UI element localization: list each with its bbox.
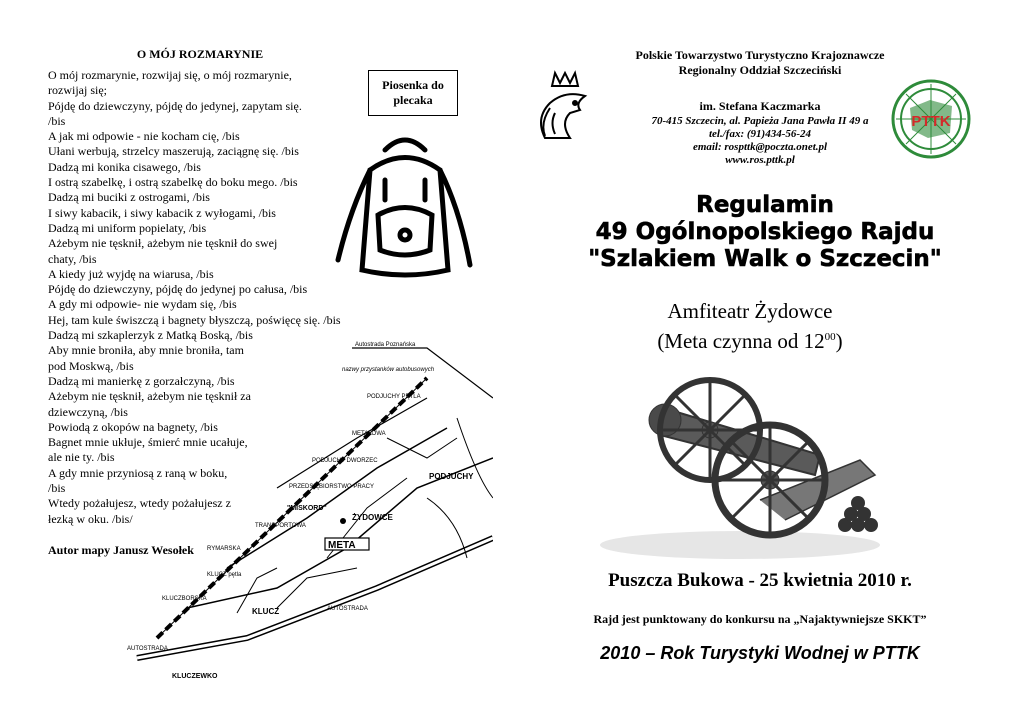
venue-hours-minutes: 00: [824, 331, 836, 343]
map-label: Autostrada Poznańska: [355, 342, 416, 348]
org-website[interactable]: www.ros.pttk.pl: [725, 154, 795, 166]
song-tag: Piosenka do plecaka: [382, 78, 444, 107]
song-line: chaty, /bis: [48, 251, 97, 266]
song-line: A kiedy już wyjdę na wiarusa, /bis: [48, 266, 214, 281]
song-line: Ażebym nie tęsknił, ażebym nie tęsknił do swej: [48, 236, 278, 251]
map-label: AUTOSTRADA: [327, 606, 368, 612]
title-line-3: "Szlakiem Walk o Szczecin": [588, 246, 942, 272]
song-line: Pójdę do dziewczyny, pójdę do jedynej po całusa, /bis: [48, 282, 308, 297]
title-line-2: 49 Ogólnopolskiego Rajdu: [595, 219, 935, 245]
map-label: nazwy przystanków autobusowych: [342, 367, 435, 373]
venue-hours-text: (Meta czynna od 12: [657, 329, 825, 353]
org-header: [560, 48, 960, 78]
song-line: /bis: [48, 113, 66, 128]
map-label: PODJUCHY DWORZEC: [312, 458, 378, 464]
song-line: Hej, tam kule świszczą i bagnety błyszczą, poświęcę się. /bis: [48, 312, 341, 327]
map-label: METALOWA: [352, 431, 386, 437]
meta-label: META: [328, 540, 356, 551]
map-label: KLUCZ pętla: [207, 572, 242, 578]
song-line: łezką w oku. /bis/: [48, 511, 133, 526]
map-author: Autor mapy Janusz Wesołek: [48, 543, 194, 557]
contest-note: Rajd jest punktowany do konkursu na „Najaktywniejsze SKKT”: [593, 612, 927, 626]
map-label: PODJUCHY: [429, 472, 474, 481]
org-branch: im. Stefana Kaczmarka: [699, 99, 821, 113]
song-line: Dadzą mi szkaplerzyk z Matką Boską, /bis: [48, 328, 253, 343]
org-email[interactable]: email: rospttk@poczta.onet.pl: [692, 141, 828, 153]
pttk-logo-text: PTTK: [911, 113, 951, 130]
org-name: Polskie Towarzystwo Turystyczno Krajoznawcze: [635, 48, 885, 62]
song-line: ale nie ty. /bis: [48, 450, 115, 465]
map-label: KLUCZEWKO: [172, 673, 218, 680]
map-road: [352, 348, 493, 398]
venue-name: Amfiteatr Żydowce: [667, 299, 833, 323]
song-line: I ostrą szabelkę, i ostrą szabelkę do boku mego. /bis: [48, 175, 298, 190]
org-division: Regionalny Oddział Szczeciński: [678, 63, 842, 77]
song-line: Ażebym nie tęsknił, ażebym nie tęsknił za: [48, 389, 251, 404]
map-label: KLUCZBORSKA: [162, 596, 207, 602]
map-label: PODJUCHY PĘTLA: [367, 394, 421, 400]
event-title: [555, 192, 975, 273]
song-line: Powiodą z okopów na bagnety, /bis: [48, 419, 218, 434]
backpack-illustration: [330, 130, 480, 290]
map-label: ŻYDOWCE: [352, 513, 393, 522]
map-label: TRANSPORTOWA: [255, 523, 306, 529]
eagle-emblem-icon: [530, 68, 600, 148]
map-label: RYMARSKA: [207, 546, 241, 552]
venue-block: [580, 298, 920, 354]
song-line: O mój rozmarynie, rozwijaj się, o mój rozmarynie,: [48, 68, 292, 82]
org-address: 70-415 Szczecin, al. Papieża Jana Pawła II 49 a: [651, 115, 869, 127]
cannon-illustration: [590, 350, 890, 565]
title-line-1: Regulamin: [696, 192, 834, 218]
org-contact: [610, 115, 910, 167]
event-date: Puszcza Bukowa - 25 kwietnia 2010 r.: [608, 570, 912, 591]
song-line: A jak mi odpowie - nie kocham cię, /bis: [48, 129, 240, 144]
song-line: Dadzą mi konika cisawego, /bis: [48, 159, 201, 174]
venue-hours-close: ): [835, 329, 843, 353]
map-label: KLUCZ: [252, 607, 280, 616]
song-line: Pójdę do dziewczyny, pójdę do jedynej, zapytam się.: [48, 98, 302, 113]
song-line: Wtedy pożałujesz, wtedy pożałujesz z: [48, 496, 231, 511]
song-line: A gdy mnie przyniosą z raną w boku,: [48, 465, 228, 480]
map-label: PRZEDSIĘBIORSTWO PRACY: [289, 484, 375, 490]
org-phone: tel./fax: (91)434-56-24: [708, 128, 812, 140]
song-line: Aby mnie broniła, aby mnie broniła, tam: [48, 343, 244, 358]
song-line: pod Moskwą, /bis: [48, 358, 134, 373]
song-line: Bagnet mnie ukłuje, śmierć mnie ucałuje,: [48, 435, 248, 450]
song-line: /bis: [48, 481, 66, 496]
song-line: dziewczyną, /bis: [48, 404, 128, 419]
pttk-logo-icon: [890, 78, 972, 160]
song-line: Ułani werbują, strzelcy maszerują, zaciągnę się. /bis: [48, 144, 299, 159]
song-line: A gdy mi odpowie- nie wydam się, /bis: [48, 297, 237, 312]
song-line: rozwijaj się;: [48, 83, 107, 98]
map-label: AUTOSTRADA: [127, 646, 168, 652]
song-line: Dadzą mi manierkę z gorzałczyną, /bis: [48, 373, 235, 388]
route-map: [127, 338, 493, 686]
song-line: Dadzą mi buciki z ostrogami, /bis: [48, 190, 210, 205]
map-label: "MISKORD": [287, 505, 327, 512]
song-line: Dadzą mi uniform popielaty, /bis: [48, 220, 207, 235]
song-line: I siwy kabacik, i siwy kabacik z wyłogami, /bis: [48, 205, 276, 220]
year-motto: 2010 – Rok Turystyki Wodnej w PTTK: [600, 643, 920, 663]
song-tag-box: [368, 70, 458, 116]
song-title: O MÓJ ROZMARYNIE: [136, 47, 264, 61]
meta-point: [340, 518, 346, 524]
